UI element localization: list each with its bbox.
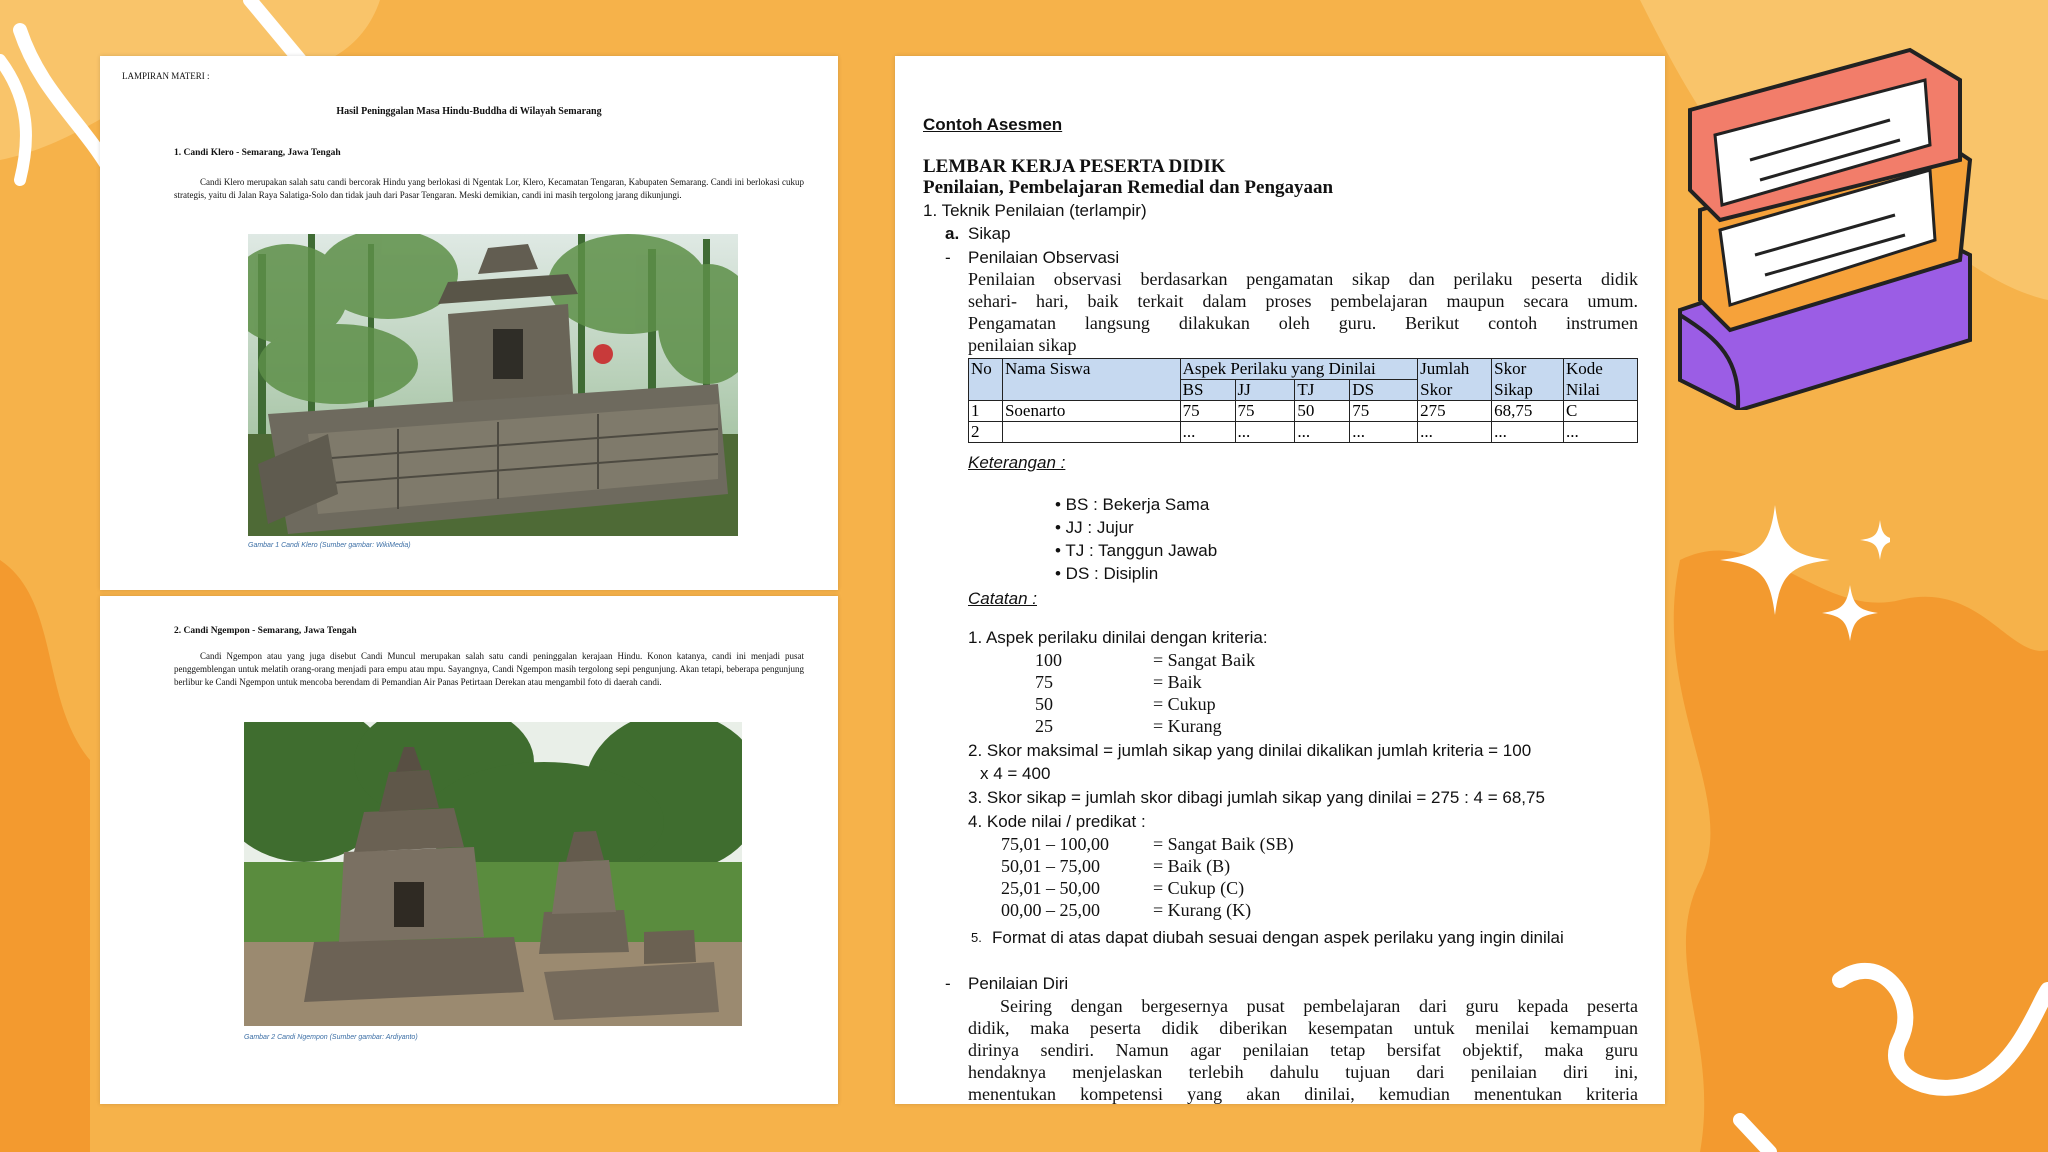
figure-caption: Gambar 1 Candi Klero (Sumber gambar: WikiMedia) (248, 542, 411, 549)
worksheet-title: LEMBAR KERJA PESERTA DIDIK (923, 156, 1226, 177)
table-cell: 50 (1295, 401, 1350, 422)
note-item: 4. Kode nilai / predikat : (968, 812, 1146, 831)
table-header-cell: Skor (1418, 380, 1492, 401)
note-item: 1. Aspek perilaku dinilai dengan kriteria: (968, 628, 1268, 647)
table-cell: 75 (1180, 401, 1235, 422)
paragraph-line: sehari- hari, baik terkait dalam proses pembelajaran maupun secara umum. (968, 291, 1638, 311)
document-page-left-bottom (100, 596, 838, 1104)
legend-item: • JJ : Jujur (1055, 518, 1134, 537)
candi-klero-photo (248, 234, 738, 536)
table-cell: C (1564, 401, 1638, 422)
table-header-cell: Skor (1492, 359, 1564, 380)
list-item: 1. Teknik Penilaian (terlampir) (923, 201, 1147, 220)
table-row (969, 401, 1638, 422)
range-value: 50,01 – 75,00 (1001, 856, 1100, 876)
table-header-row (969, 359, 1638, 380)
table-cell: Soenarto (1002, 401, 1180, 422)
paragraph-line: Penilaian observasi berdasarkan pengamatan sikap dan perilaku peserta didik (968, 269, 1638, 289)
range-label: = Baik (B) (1153, 856, 1231, 876)
paragraph-line: Pengamatan langsung dilakukan oleh guru. Berikut contoh instrumen (968, 313, 1638, 333)
sparkle-icon (1720, 500, 1890, 660)
table-cell: 1 (969, 401, 1003, 422)
table-header-cell: Jumlah (1418, 359, 1492, 380)
table-header-cell: Nama Siswa (1002, 359, 1180, 401)
table-header-cell: Nilai (1564, 380, 1638, 401)
figure-caption: Gambar 2 Candi Ngempon (Sumber gambar: Ardiyanto) (244, 1034, 418, 1041)
note-item: x 4 = 400 (980, 764, 1051, 783)
legend-item: • TJ : Tanggun Jawab (1055, 541, 1218, 560)
list-marker: - (945, 974, 951, 993)
criteria-label: = Kurang (1153, 716, 1222, 736)
paragraph-line: Seiring dengan bergesernya pusat pembelajaran dari guru kepada peserta (1000, 996, 1638, 1016)
document-page-right (895, 56, 1665, 1104)
range-label: = Kurang (K) (1153, 900, 1252, 920)
table-cell: ... (1180, 422, 1235, 443)
table-row (969, 422, 1638, 443)
document-page-left-top (100, 56, 838, 590)
note-item: 3. Skor sikap = jumlah skor dibagi jumlah sikap yang dinilai = 275 : 4 = 68,75 (968, 788, 1545, 807)
criteria-label: = Baik (1153, 672, 1202, 692)
table-header-cell: TJ (1295, 380, 1350, 401)
page-title: Hasil Peninggalan Masa Hindu-Buddha di Wilayah Semarang (336, 106, 602, 117)
criteria-label: = Cukup (1153, 694, 1216, 714)
note-item: 2. Skor maksimal = jumlah sikap yang dinilai dikalikan jumlah kriteria = 100 (968, 741, 1532, 760)
range-label: = Sangat Baik (SB) (1153, 834, 1294, 854)
criteria-score: 50 (1035, 694, 1053, 714)
table-header-cell: Kode (1564, 359, 1638, 380)
catatan-label: Catatan : (968, 589, 1037, 608)
books-illustration (1660, 40, 1980, 410)
legend-item: • DS : Disiplin (1055, 564, 1159, 583)
paragraph-line: menentukan kompetensi yang akan dinilai, kemudian menentukan kriteria (968, 1084, 1638, 1104)
range-value: 25,01 – 50,00 (1001, 878, 1100, 898)
list-item: Sikap (968, 224, 1011, 243)
criteria-score: 25 (1035, 716, 1053, 736)
table-cell: 2 (969, 422, 1003, 443)
worksheet-subtitle: Penilaian, Pembelajaran Remedial dan Pengayaan (923, 177, 1334, 198)
table-header-cell: No (969, 359, 1003, 401)
section-paragraph: Candi Klero merupakan salah satu candi bercorak Hindu yang berlokasi di Ngentak Lor, Klero, Kecamatan Tengaran, Kabupaten Semarang. Candi ini berlokasi cukup strategis, yaitu di Jalan Raya Salatiga-Solo dan tidak jauh dari Pasar Tengaran. Meski demikian, candi ini masih tergolong jarang dikunjungi. (174, 177, 804, 200)
range-value: 75,01 – 100,00 (1001, 834, 1109, 854)
table-cell: ... (1564, 422, 1638, 443)
table-header-cell: BS (1180, 380, 1235, 401)
section-heading: Contoh Asesmen (923, 115, 1063, 134)
criteria-label: = Sangat Baik (1153, 650, 1256, 670)
paragraph-line: didik, maka peserta didik diberikan kesempatan untuk menilai kemampuan (968, 1018, 1638, 1038)
list-marker: - (945, 248, 951, 267)
table-cell: ... (1418, 422, 1492, 443)
range-label: = Cukup (C) (1153, 878, 1245, 898)
keterangan-label: Keterangan : (968, 453, 1066, 472)
table-cell: ... (1295, 422, 1350, 443)
range-value: 00,00 – 25,00 (1001, 900, 1100, 920)
paragraph-line: dirinya sendiri. Namun agar penilaian tetap bersifat objektif, maka guru (968, 1040, 1638, 1060)
table-cell: 75 (1235, 401, 1295, 422)
subsection-title: Penilaian Diri (968, 974, 1069, 993)
table-cell: 75 (1350, 401, 1418, 422)
subsection-title: Penilaian Observasi (968, 248, 1120, 267)
criteria-score: 75 (1035, 672, 1053, 692)
table-cell: ... (1492, 422, 1564, 443)
paragraph-line: penilaian sikap (968, 335, 1077, 355)
table-cell: ... (1350, 422, 1418, 443)
observation-table (968, 358, 1638, 443)
section-title: 1. Candi Klero - Semarang, Jawa Tengah (174, 148, 341, 158)
list-marker: a. (945, 224, 960, 243)
criteria-score: 100 (1035, 650, 1062, 670)
table-header-cell: DS (1350, 380, 1418, 401)
table-header-cell: JJ (1235, 380, 1295, 401)
table-cell: 275 (1418, 401, 1492, 422)
table-header-cell: Sikap (1492, 380, 1564, 401)
section-paragraph: Candi Ngempon atau yang juga disebut Candi Muncul merupakan salah satu candi peninggalan kerajaan Hindu. Konon katanya, candi ini menjadi pusat penggemblengan untuk melatih orang-orang menjadi para empu atau mpu. Sayangnya, Candi Ngempon masih tergolong sepi pengunjung. Akan tetapi, beberapa pengunjung berlibur ke Candi Ngempon untuk mencoba berendam di Pemandian Air Panas Petirtaan Derekan atau mengambil foto di daerah candi. (174, 651, 804, 687)
candi-ngempon-photo (244, 722, 742, 1026)
list-marker: 5. (971, 930, 982, 945)
table-cell: 68,75 (1492, 401, 1564, 422)
note-item: Format di atas dapat diubah sesuai dengan aspek perilaku yang ingin dinilai (992, 928, 1564, 947)
page-header: LAMPIRAN MATERI : (122, 71, 210, 81)
table-header-cell: Aspek Perilaku yang Dinilai (1180, 359, 1418, 380)
table-cell (1002, 422, 1180, 443)
table-cell: ... (1235, 422, 1295, 443)
paragraph-line: hendaknya menjelaskan terlebih dahulu tujuan dari penilaian diri ini, (968, 1062, 1638, 1082)
section-title: 2. Candi Ngempon - Semarang, Jawa Tengah (174, 626, 357, 636)
legend-item: • BS : Bekerja Sama (1055, 495, 1210, 514)
